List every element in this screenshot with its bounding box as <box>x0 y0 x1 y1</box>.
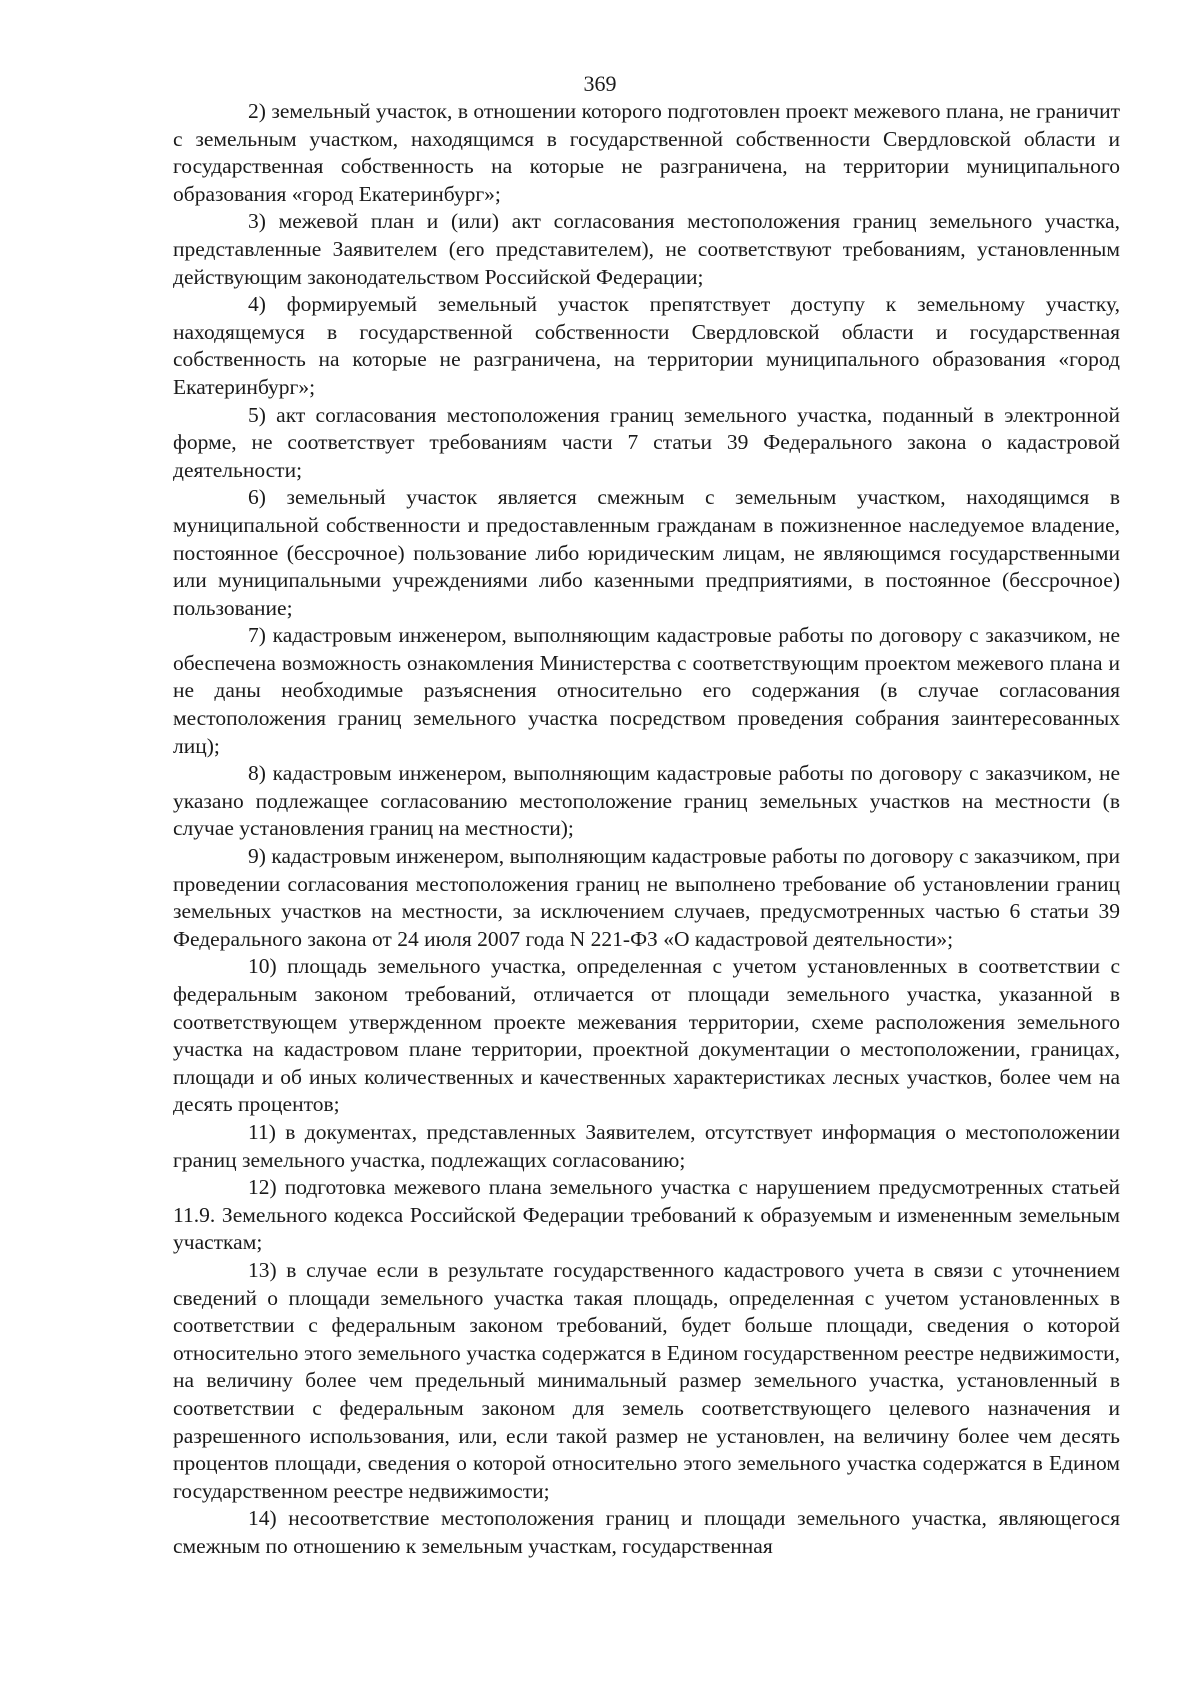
paragraph-item-5: 5) акт согласования местоположения границ земельного участка, поданный в электронной форме, не соответствует требованиям части 7 статьи 39 Федерального закона о кадастровой деятельности; <box>173 402 1120 482</box>
page-number: 369 <box>583 71 617 96</box>
paragraph-item-2: 2) земельный участок, в отношении которого подготовлен проект межевого плана, не граничит с земельным участком, находящимся в государственной собственности Свердловской области и государственная собственность на которые не разграничена, на территории муниципального образования «город Екатеринбург»; <box>173 99 1120 206</box>
paragraph-item-7: 7) кадастровым инженером, выполняющим кадастровые работы по договору с заказчиком, не обеспечена возможность ознакомления Министерства с соответствующим проектом межевого плана и не даны необходимые разъяснения относительно его содержания (в случае согласования местоположения границ земельного участка посредством проведения собрания заинтересованных лиц); <box>173 623 1120 758</box>
paragraph-item-14: 14) несоответствие местоположения границ и площади земельного участка, являющегося смежным по отношению к земельным участкам, государственная <box>173 1506 1120 1558</box>
paragraph-item-3: 3) межевой план и (или) акт согласования местоположения границ земельного участка, представленные Заявителем (его представителем), не соответствуют требованиям, установленным действующим законодательством Российской Федерации; <box>173 209 1120 289</box>
document-body <box>173 98 1120 1560</box>
paragraph-item-9: 9) кадастровым инженером, выполняющим кадастровые работы по договору с заказчиком, при проведении согласования местоположения границ не выполнено требование об установлении границ земельных участков на местности, за исключением случаев, предусмотренных частью 6 статьи 39 Федерального закона от 24 июля 2007 года N 221-ФЗ «О кадастровой деятельности»; <box>173 844 1120 951</box>
paragraph-item-8: 8) кадастровым инженером, выполняющим кадастровые работы по договору с заказчиком, не указано подлежащее согласованию местоположение границ земельных участков на местности (в случае установления границ на местности); <box>173 761 1120 841</box>
paragraph-item-6: 6) земельный участок является смежным с земельным участком, находящимся в муниципальной собственности и предоставленным гражданам в пожизненное наследуемое владение, постоянное (бессрочное) пользование либо юридическим лицам, не являющимся государственными или муниципальными учреждениями либо казенными предприятиями, в постоянное (бессрочное) пользование; <box>173 485 1120 620</box>
paragraph-item-13: 13) в случае если в результате государственного кадастрового учета в связи с уточнением сведений о площади земельного участка такая площадь, определенная с учетом установленных в соответствии с федеральным законом требований, будет больше площади, сведения о которой относительно этого земельного участка содержатся в Едином государственном реестре недвижимости, на величину более чем предельный минимальный размер земельного участка, установленный в соответствии с федеральным законом для земель соответствующего целевого назначения и разрешенного использования, или, если такой размер не установлен, на величину более чем десять процентов площади, сведения о которой относительно этого земельного участка содержатся в Едином государственном реестре недвижимости; <box>173 1257 1120 1503</box>
paragraph-item-4: 4) формируемый земельный участок препятствует доступу к земельному участку, находящемуся в государственной собственности Свердловской области и государственная собственность на которые не разграничена, на территории муниципального образования «город Екатеринбург»; <box>173 292 1120 399</box>
paragraph-item-10: 10) площадь земельного участка, определенная с учетом установленных в соответствии с федеральным законом требований, отличается от площади земельного участка, указанной в соответствующем утвержденном проекте межевания территории, схеме расположения земельного участка на кадастровом плане территории, проектной документации о местоположении, границах, площади и об иных количественных и качественных характеристиках лесных участков, более чем на десять процентов; <box>173 954 1120 1117</box>
paragraph-item-12: 12) подготовка межевого плана земельного участка с нарушением предусмотренных статьей 11.9. Земельного кодекса Российской Федерации требований к образуемым и измененным земельным участкам; <box>173 1175 1120 1255</box>
paragraph-item-11: 11) в документах, представленных Заявителем, отсутствует информация о местоположении границ земельного участка, подлежащих согласованию; <box>173 1119 1120 1172</box>
